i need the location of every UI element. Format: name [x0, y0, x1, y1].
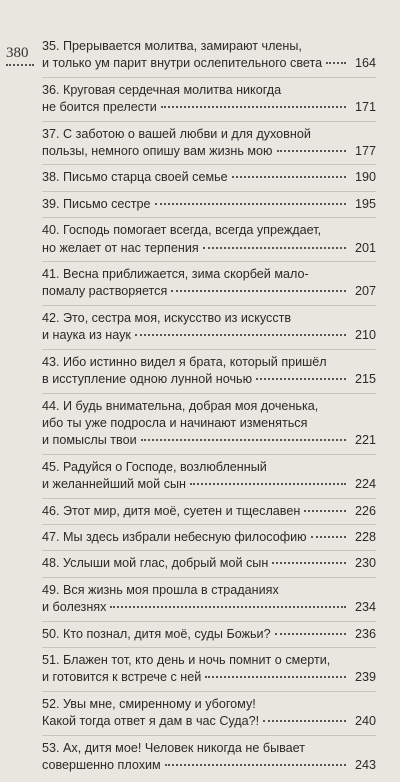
- toc-entry-title: 53. Ах, дитя мое! Человек никогда не бывает: [42, 740, 306, 755]
- toc-entry-title: 36. Круговая сердечная молитва никогда: [42, 82, 282, 97]
- toc-entry-line: [42, 432, 376, 449]
- toc-entry-line: [42, 371, 376, 388]
- toc-entry-line: [42, 740, 376, 757]
- toc-entry-line: [42, 196, 376, 213]
- dot-leader: [155, 203, 347, 205]
- dot-leader: [326, 62, 346, 64]
- toc-entry-title: 52. Увы мне, смиренному и убогому!: [42, 696, 256, 711]
- toc-page-number: 221: [354, 433, 376, 448]
- toc-entry-title: Какой тогда ответ я дам в час Суда?!: [42, 714, 260, 729]
- toc-entry-line: [42, 415, 376, 432]
- toc-entry-title: и болезнях: [42, 600, 107, 615]
- toc-entry: [42, 740, 376, 779]
- toc-entry-title: 41. Весна приближается, зима скорбей мало-: [42, 267, 309, 282]
- toc-entry: [42, 354, 376, 394]
- page-number: 380: [6, 45, 29, 61]
- toc-page-number: 243: [354, 758, 376, 772]
- toc-entry: [42, 582, 376, 622]
- toc-entry-title: и помыслы твои: [42, 433, 137, 448]
- toc-entry-line: [42, 240, 376, 257]
- toc-page-number: 236: [354, 626, 376, 641]
- toc-entry-line: [42, 582, 376, 599]
- toc-entry-line: [42, 669, 376, 686]
- dot-leader: [277, 150, 347, 152]
- dot-leader: [141, 439, 346, 441]
- toc-entry-title: не боится прелести: [42, 100, 157, 115]
- toc-entry-title: 50. Кто познал, дитя моё, суды Божьи?: [42, 626, 271, 641]
- toc-entry-title: 51. Блажен тот, кто день и ночь помнит о смерти,: [42, 652, 331, 667]
- toc-entry: [42, 626, 376, 648]
- toc-entry: [42, 398, 376, 455]
- dot-leader: [275, 633, 346, 635]
- toc-entry: [42, 82, 376, 122]
- toc-entry-title: 40. Господь помогает всегда, всегда упреждает,: [42, 223, 322, 238]
- toc-page-number: 207: [354, 284, 376, 299]
- toc-entry: [42, 126, 376, 166]
- dot-leader: [304, 510, 346, 512]
- toc-entry-line: [42, 38, 376, 55]
- toc-entry-line: [42, 354, 376, 371]
- toc-entry-title: 39. Письмо сестре: [42, 196, 151, 211]
- toc-entry-title: и наука из наук: [42, 328, 131, 343]
- toc-page-number: 234: [354, 600, 376, 615]
- dot-leader: [171, 290, 346, 292]
- toc-entry-line: [42, 143, 376, 160]
- toc-page-number: 210: [354, 328, 376, 343]
- toc-entry: [42, 38, 376, 78]
- toc-entry-line: [42, 266, 376, 283]
- toc-entry-line: [42, 599, 376, 616]
- toc-page-number: 201: [354, 240, 376, 255]
- toc-entry: [42, 459, 376, 499]
- toc-entry-line: [42, 626, 376, 643]
- toc-page-number: 190: [354, 170, 376, 185]
- toc-entry-title: ибо ты уже подросла и начинают изменяться: [42, 415, 308, 430]
- dot-leader: [263, 720, 346, 722]
- toc-entry-title: 49. Вся жизнь моя прошла в страданиях: [42, 582, 279, 597]
- toc-entry-title: пользы, немного опишу вам жизнь мою: [42, 144, 273, 159]
- table-of-contents: [42, 38, 376, 782]
- toc-entry: [42, 196, 376, 218]
- toc-entry: [42, 310, 376, 350]
- toc-entry: [42, 222, 376, 262]
- toc-entry-line: [42, 327, 376, 344]
- toc-page-number: 226: [354, 503, 376, 518]
- page-number-ornament: [6, 61, 34, 66]
- toc-entry-title: 46. Этот мир, дитя моё, суетен и тщеславен: [42, 503, 301, 518]
- toc-entry: [42, 555, 376, 577]
- toc-page-number: 239: [354, 670, 376, 685]
- dot-leader: [110, 606, 346, 608]
- toc-entry-title: в исступление одною лунной ночью: [42, 372, 253, 387]
- toc-entry-title: 42. Это, сестра моя, искусство из искусств: [42, 310, 292, 325]
- toc-page-number: 228: [354, 529, 376, 544]
- toc-page-number: 164: [354, 56, 376, 71]
- toc-entry-title: и желаннейший мой сын: [42, 477, 187, 492]
- toc-entry-line: [42, 555, 376, 572]
- toc-entry-title: и только ум парит внутри ослепительного света: [42, 56, 323, 71]
- toc-page-number: 230: [354, 556, 376, 571]
- toc-entry-line: [42, 503, 376, 520]
- dot-leader: [161, 106, 346, 108]
- toc-page-number: 224: [354, 477, 376, 492]
- toc-page-number: 195: [354, 196, 376, 211]
- toc-entry-title: помалу растворяется: [42, 284, 168, 299]
- toc-entry-line: [42, 310, 376, 327]
- toc-entry-title: совершенно плохим: [42, 758, 161, 772]
- dot-leader: [232, 176, 346, 178]
- toc-entry-line: [42, 126, 376, 143]
- toc-entry-line: [42, 99, 376, 116]
- toc-entry: [42, 529, 376, 551]
- toc-entry: [42, 169, 376, 191]
- toc-entry: [42, 652, 376, 692]
- toc-entry-line: [42, 652, 376, 669]
- toc-entry-line: [42, 476, 376, 493]
- toc-entry-title: 35. Прерывается молитва, замирают члены,: [42, 39, 302, 53]
- toc-entry-line: [42, 696, 376, 713]
- toc-entry-line: [42, 459, 376, 476]
- toc-entry-title: 43. Ибо истинно видел я брата, который пришёл: [42, 354, 327, 369]
- toc-entry-title: 44. И будь внимательна, добрая моя доченька,: [42, 398, 319, 413]
- toc-entry-line: [42, 283, 376, 300]
- toc-entry-line: [42, 169, 376, 186]
- toc-entry-line: [42, 529, 376, 546]
- dot-leader: [203, 247, 346, 249]
- toc-entry: [42, 503, 376, 525]
- toc-entry-title: 47. Мы здесь избрали небесную философию: [42, 529, 307, 544]
- toc-page-number: 215: [354, 372, 376, 387]
- dot-leader: [165, 764, 346, 766]
- toc-page-number: 177: [354, 144, 376, 159]
- toc-entry-title: 37. С заботою о вашей любви и для духовной: [42, 126, 311, 141]
- toc-entry-line: [42, 82, 376, 99]
- toc-entry-title: 45. Радуйся о Господе, возлюбленный: [42, 459, 267, 474]
- dot-leader: [205, 676, 346, 678]
- toc-entry-title: но желает от нас терпения: [42, 240, 199, 255]
- toc-entry-title: 38. Письмо старца своей семье: [42, 170, 228, 185]
- toc-entry: [42, 266, 376, 306]
- toc-page-number: 240: [354, 714, 376, 729]
- toc-entry: [42, 696, 376, 736]
- dot-leader: [272, 562, 346, 564]
- dot-leader: [190, 483, 346, 485]
- toc-entry-title: и готовится к встрече с ней: [42, 670, 202, 685]
- toc-page-number: 171: [354, 100, 376, 115]
- dot-leader: [311, 536, 346, 538]
- toc-entry-line: [42, 55, 376, 72]
- dot-leader: [256, 378, 346, 380]
- toc-entry-line: [42, 222, 376, 239]
- toc-entry-line: [42, 398, 376, 415]
- toc-entry-line: [42, 757, 376, 774]
- dot-leader: [135, 334, 346, 336]
- toc-entry-title: 48. Услыши мой глас, добрый мой сын: [42, 556, 269, 571]
- toc-entry-line: [42, 713, 376, 730]
